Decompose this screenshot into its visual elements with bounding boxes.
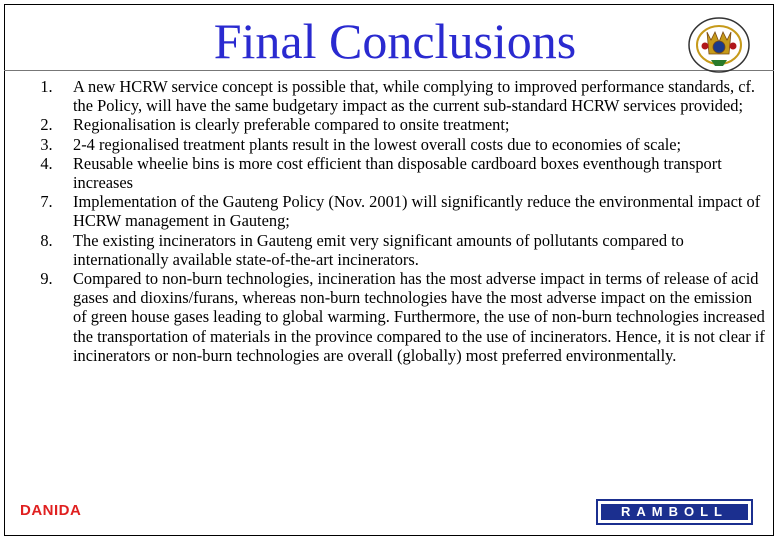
list-item [20,135,770,154]
list-item [20,115,770,134]
list-item [20,77,770,115]
item-text: Implementation of the Gauteng Policy (Nov. 2001) will significantly reduce the environmental impact of HCRW management in Gauteng; [73,192,761,231]
item-text: Compared to non-burn technologies, incineration has the most adverse impact in terms of release of acid gases and dioxins/furans, whereas non-burn technologies have the most adverse impact on the emission of green house gases leading to global warming. Furthermore, the use of non-burn technologies increased the transportation of materials in the province compared to the use of incinerators. Hence, it is not clear if incinerators or non-burn technologies are overall (globally) most preferred environmentally. [73,269,765,365]
item-number: 4. [40,153,53,173]
item-number: 8. [40,230,53,250]
item-number: 9. [40,269,53,289]
item-text: A new HCRW service concept is possible that, while complying to improved performance standards, cf. the Policy, will have the same budgetary impact as the current sub-standard HCRW services provided; [73,77,756,116]
item-number: 7. [40,192,53,212]
danida-logo: DANIDA [20,502,82,519]
item-text: Regionalisation is clearly preferable compared to onsite treatment; [73,115,510,135]
list-item [20,154,770,192]
title-rule [4,70,774,71]
ramboll-logo-text: RAMBOLL [601,504,748,520]
slide-title: Final Conclusions [213,13,577,69]
conclusions-list [20,77,770,365]
list-item [20,192,770,230]
list-item [20,269,770,365]
ramboll-logo [596,499,753,525]
list-item [20,231,770,269]
gauteng-seal-icon [685,14,753,76]
item-text: 2-4 regionalised treatment plants result in the lowest overall costs due to economies of scale; [73,134,682,154]
item-number: 1. [40,77,53,96]
item-number: 2. [40,115,53,135]
item-text: Reusable wheelie bins is more cost efficient than disposable cardboard boxes eventhough transport increases [73,153,722,193]
item-text: The existing incinerators in Gauteng emit very significant amounts of pollutants compared to internationally available state-of-the-art incinerators. [73,230,684,269]
item-number: 3. [40,134,53,154]
